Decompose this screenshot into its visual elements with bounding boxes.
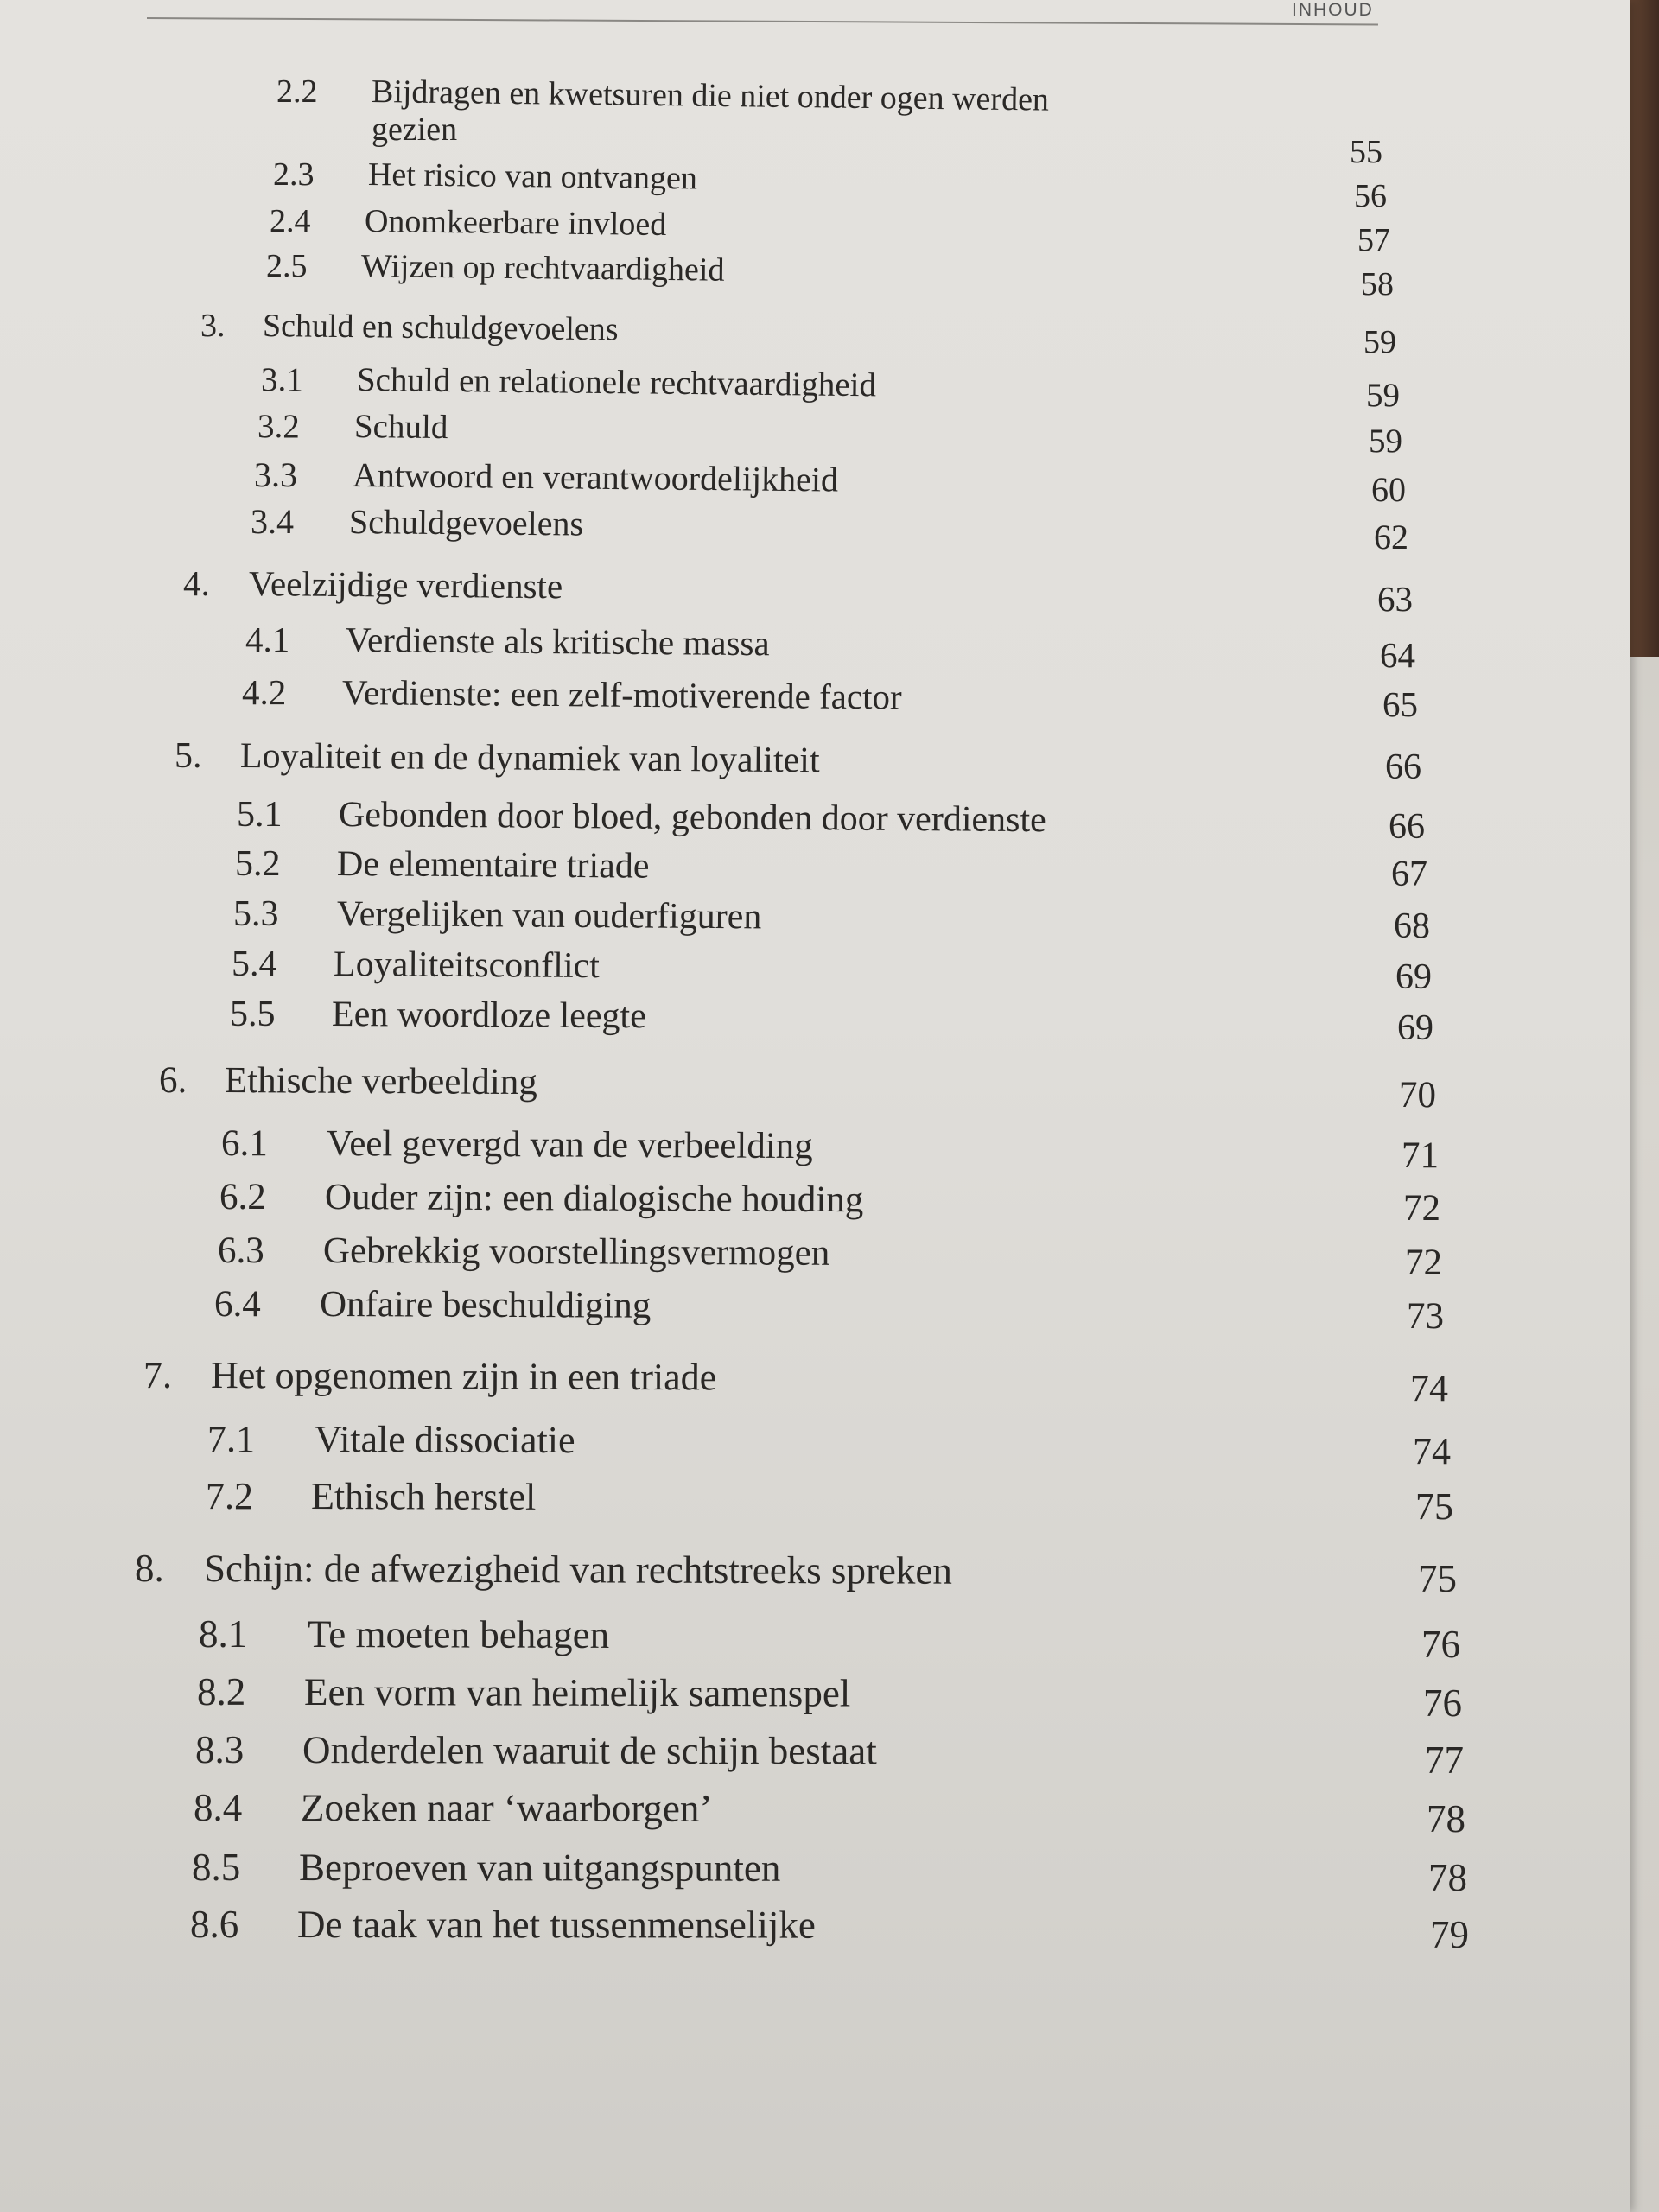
section-title: Beproeven van uitgangspunten [298, 1846, 781, 1890]
section-number: 4.2 [242, 672, 287, 712]
section-number: 7.1 [207, 1418, 255, 1460]
section-title: Verdienste: een zelf-motiverende factor [341, 672, 902, 717]
page-number: 72 [1405, 1243, 1442, 1283]
page-number: 69 [1395, 957, 1432, 997]
page-number: 59 [1363, 324, 1396, 360]
section-number: 8. [135, 1547, 164, 1590]
page-number: 60 [1371, 470, 1406, 509]
section-number: 3.2 [257, 408, 300, 445]
section-title: Wijzen op rechtvaardigheid [360, 248, 725, 289]
section-title: Vergelijken van ouderfiguren [336, 894, 762, 938]
section-title: Schuld [353, 408, 448, 447]
section-title: Antwoord en verantwoordelijkheid [352, 455, 839, 499]
section-title: Loyaliteit en de dynamiek van loyaliteit [239, 736, 820, 781]
section-number: 4.1 [245, 620, 290, 659]
section-title: Onderdelen waaruit de schijn bestaat [302, 1728, 877, 1773]
section-number: 5.4 [232, 944, 277, 984]
section-title: Ethische verbeelding [224, 1060, 537, 1103]
section-title: Loyaliteitsconflict [333, 944, 601, 987]
page-number: 57 [1357, 222, 1390, 258]
page-number: 67 [1391, 855, 1427, 894]
section-title: Ouder zijn: een dialogische houding [324, 1177, 864, 1221]
section-number: 3.1 [261, 361, 303, 398]
page-number: 75 [1415, 1485, 1453, 1528]
section-title: Een vorm van heimelijk samenspel [303, 1670, 851, 1715]
section-title: De elementaire triade [336, 844, 650, 887]
section-number: 3.3 [254, 455, 297, 494]
page-number: 72 [1403, 1188, 1440, 1229]
section-number: 5.2 [235, 844, 281, 884]
section-number: 5.3 [233, 894, 279, 934]
page-number: 69 [1397, 1008, 1433, 1048]
page-number: 66 [1389, 807, 1425, 847]
page-number: 71 [1402, 1135, 1439, 1176]
page-number: 63 [1377, 579, 1413, 619]
page-number: 65 [1382, 684, 1418, 724]
section-title: Te moeten behagen [307, 1612, 610, 1656]
section-title: Gebonden door bloed, gebonden door verdienste [338, 795, 1046, 841]
page-number: 79 [1430, 1913, 1469, 1956]
section-number: 2.4 [270, 203, 311, 239]
page-number: 73 [1407, 1296, 1444, 1337]
section-number: 2.5 [266, 248, 308, 284]
section-title: Schuldgevoelens [348, 502, 584, 543]
section-number: 6.1 [221, 1123, 268, 1164]
page-number: 74 [1410, 1367, 1448, 1409]
section-title: Onomkeerbare invloed [364, 203, 667, 244]
page-number: 55 [1350, 134, 1382, 170]
section-number: 5.5 [230, 995, 276, 1034]
section-title: Veel gevergd van de verbeelding [326, 1123, 813, 1167]
section-title: Schuld en relationele rechtvaardigheid [356, 361, 877, 404]
section-title: Het opgenomen zijn in een triade [210, 1354, 717, 1399]
section-number: 8.2 [197, 1670, 246, 1713]
page-number: 56 [1354, 178, 1387, 214]
section-title: Veelzijdige verdienste [248, 563, 563, 607]
running-head: INHOUD [1292, 0, 1374, 20]
section-title: Verdienste als kritische massa [345, 620, 770, 664]
page-number: 78 [1427, 1797, 1465, 1840]
page-number: 70 [1399, 1075, 1436, 1116]
page-number: 64 [1380, 635, 1415, 675]
section-number: 4. [183, 563, 210, 603]
page-number: 75 [1418, 1557, 1457, 1600]
section-number: 7. [143, 1354, 172, 1396]
page-number: 66 [1385, 747, 1421, 787]
section-title: Zoeken naar ‘waarborgen’ [300, 1786, 713, 1830]
section-title: Onfaire beschuldiging [319, 1284, 652, 1326]
section-title: Schijn: de afwezigheid van rechtstreeks spreken [203, 1547, 952, 1592]
section-number: 7.2 [206, 1475, 253, 1517]
section-number: 6.2 [219, 1177, 266, 1217]
section-title: Vitale dissociatie [314, 1418, 575, 1462]
page-number: 74 [1413, 1430, 1451, 1472]
page-number: 62 [1374, 518, 1408, 556]
section-title: De taak van het tussenmenselijke [296, 1903, 816, 1947]
section-number: 8.6 [190, 1903, 239, 1946]
page-number: 76 [1421, 1623, 1460, 1666]
section-number: 5.1 [237, 795, 283, 835]
section-number: 3. [200, 308, 226, 344]
section-title-continued: gezien [372, 111, 458, 148]
section-title: Schuld en schuldgevoelens [262, 308, 619, 348]
section-title: Een woordloze leegte [331, 995, 646, 1037]
section-number: 8.1 [199, 1612, 248, 1656]
section-number: 3.4 [251, 502, 294, 541]
section-number: 2.2 [276, 73, 318, 110]
page-number: 58 [1361, 266, 1394, 302]
section-number: 8.4 [194, 1786, 243, 1829]
section-number: 8.5 [192, 1846, 241, 1889]
page-number: 76 [1423, 1681, 1462, 1725]
section-number: 5. [175, 736, 202, 776]
page-number: 78 [1428, 1856, 1467, 1899]
page-number: 59 [1366, 377, 1400, 414]
page-number: 59 [1369, 423, 1402, 460]
section-number: 6.4 [214, 1284, 261, 1325]
page-number: 77 [1425, 1738, 1464, 1782]
section-number: 2.3 [273, 156, 315, 193]
section-number: 8.3 [195, 1728, 245, 1771]
page-number: 68 [1394, 906, 1430, 946]
section-title: Ethisch herstel [310, 1475, 537, 1518]
section-title: Bijdragen en kwetsuren die niet onder ogen werden [371, 73, 1050, 118]
section-title: Gebrekkig voorstellingsvermogen [322, 1230, 830, 1274]
section-number: 6. [159, 1060, 188, 1101]
section-title: Het risico van ontvangen [367, 156, 698, 197]
section-number: 6.3 [218, 1230, 264, 1271]
